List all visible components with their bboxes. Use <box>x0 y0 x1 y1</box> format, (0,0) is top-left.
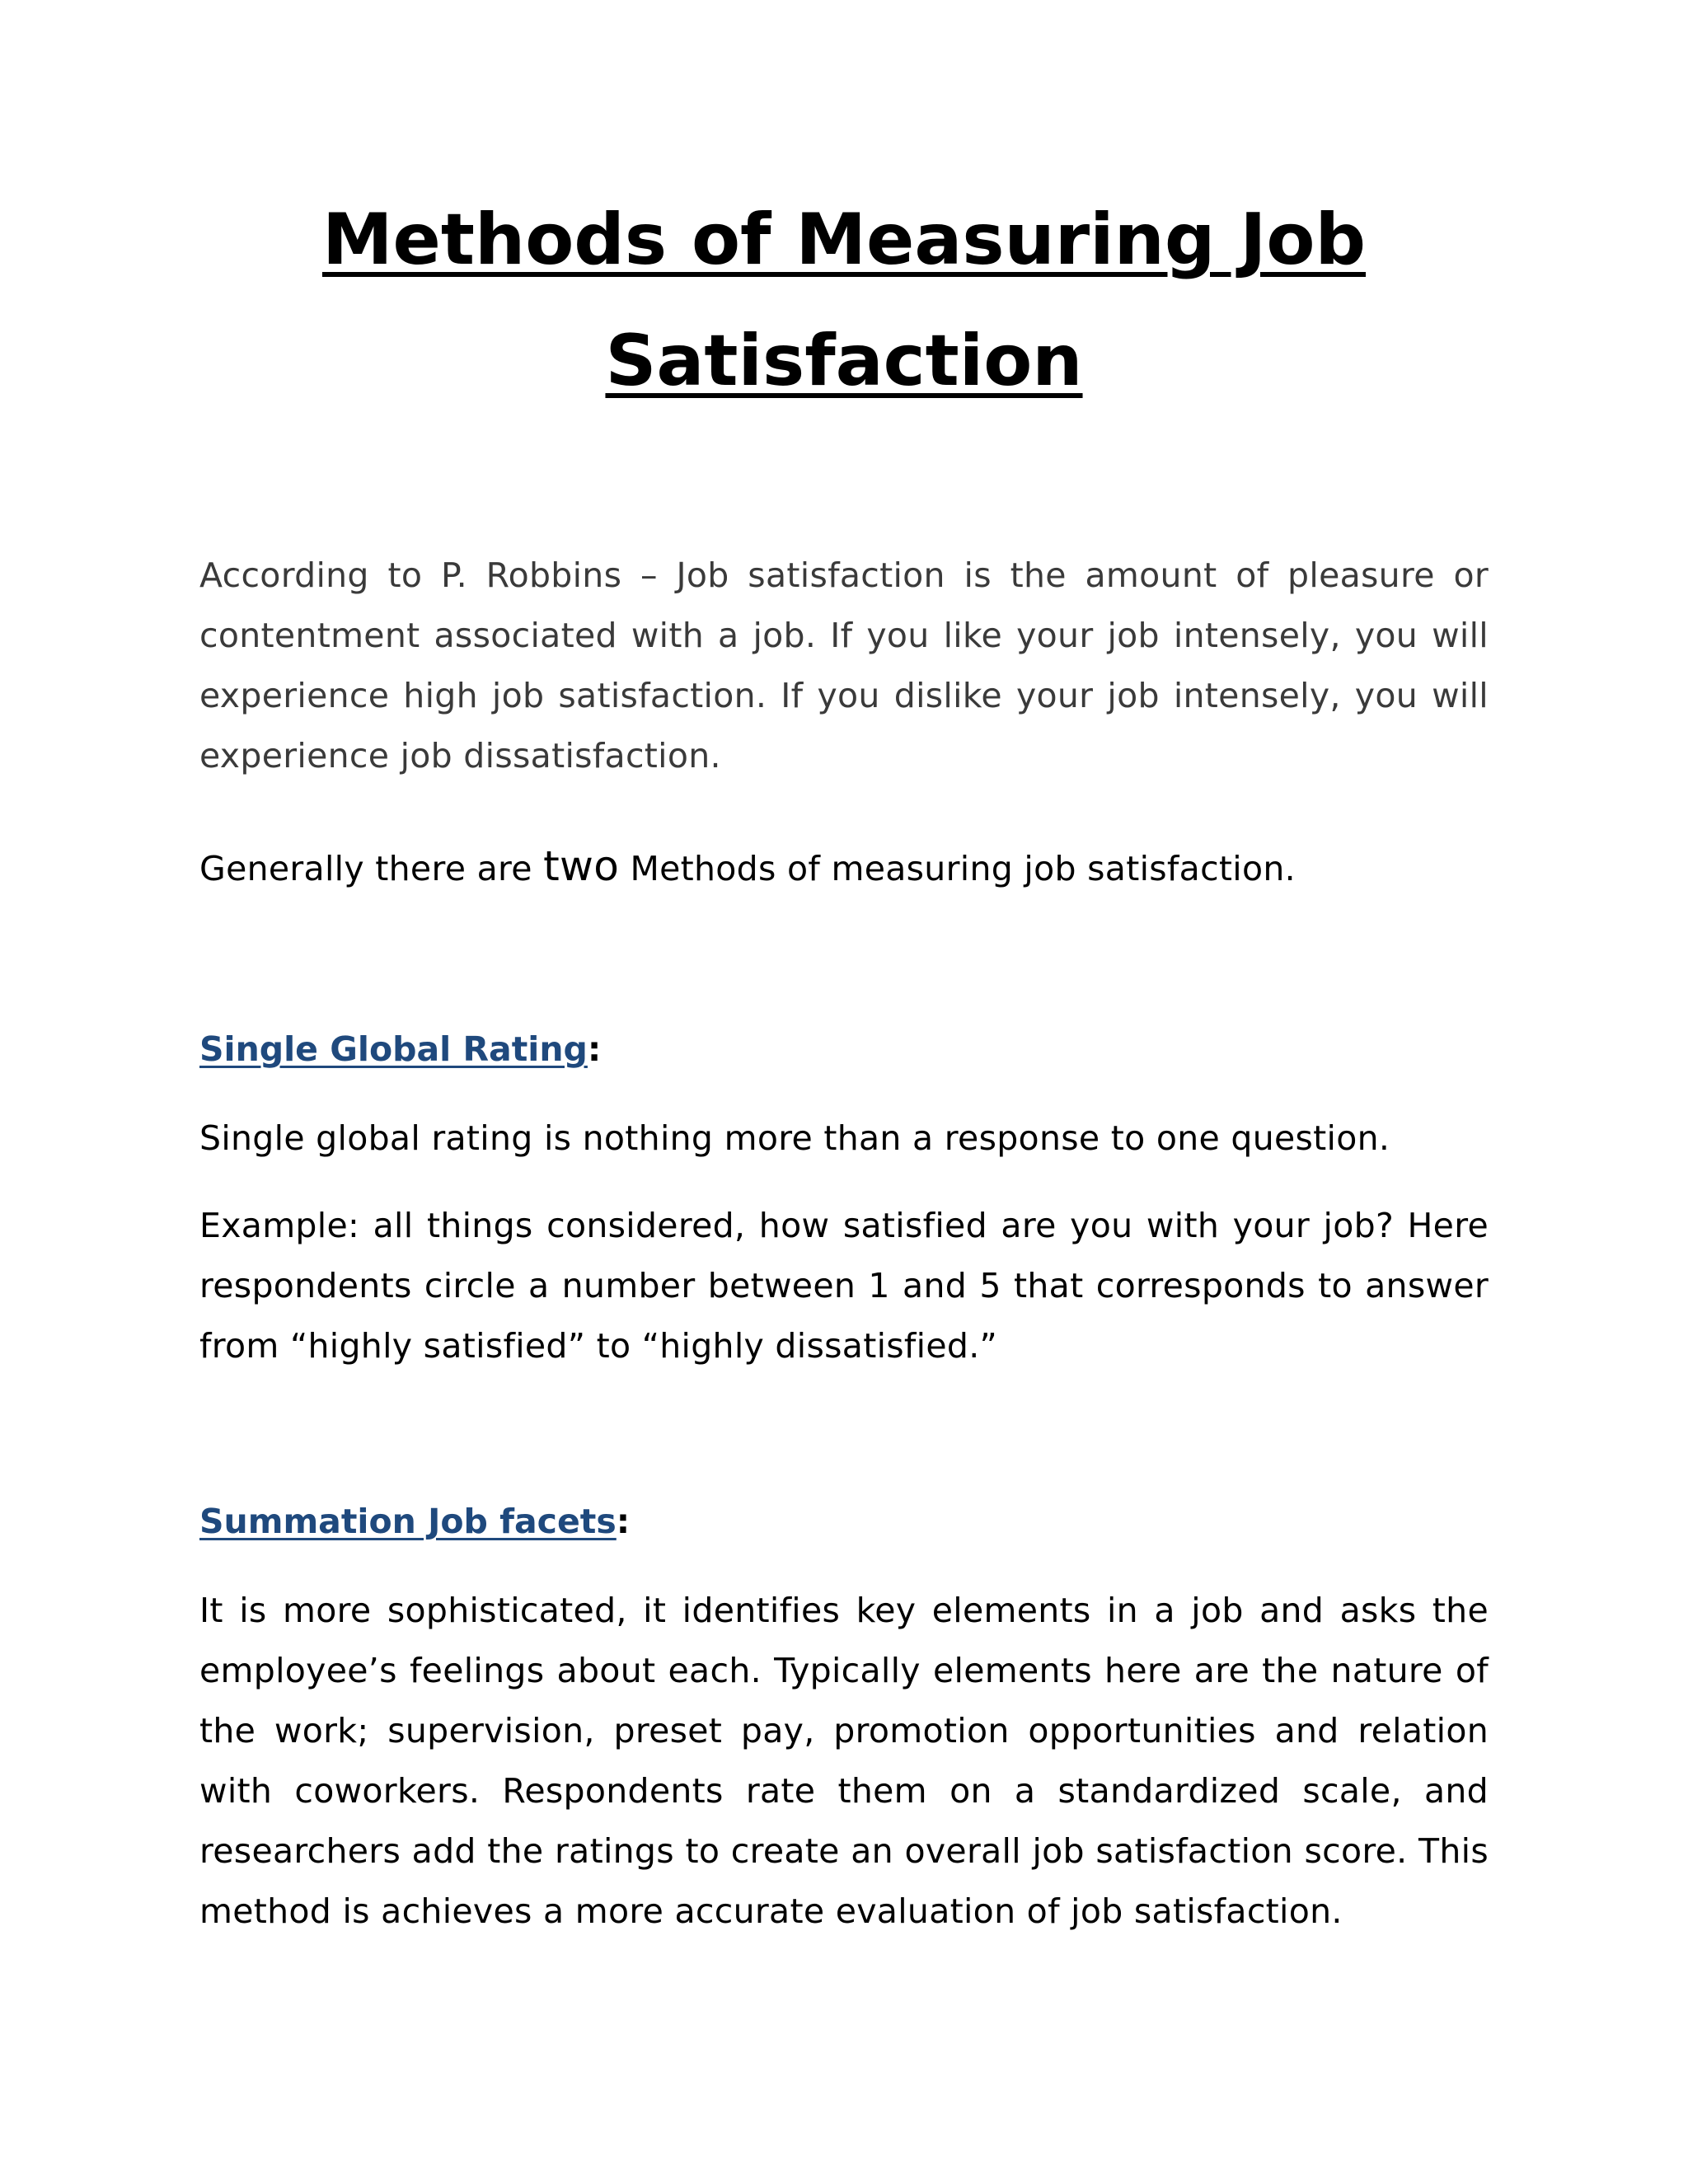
methods-count-paragraph <box>199 837 1489 899</box>
single-global-rating-link[interactable]: Single Global Rating <box>199 1029 588 1069</box>
heading-colon: : <box>587 1029 602 1069</box>
section-heading-single-global-rating <box>199 1029 602 1069</box>
single-global-rating-definition: Single global rating is nothing more than a response to one question. <box>199 1118 1390 1158</box>
methods-count-emphasis: two <box>543 842 620 890</box>
methods-count-text-after: Methods of measuring job satisfaction. <box>619 849 1296 888</box>
single-global-rating-example: Example: all things considered, how satisfied are you with your job? Here respondents circle a number between 1 and 5 that corresponds to answer from “highly satisfied” to “highly dissatisfied.” <box>199 1206 1489 1366</box>
heading-colon: : <box>616 1502 631 1541</box>
summation-job-facets-link[interactable]: Summation Job facets <box>199 1502 617 1541</box>
methods-count-text-before: Generally there are <box>199 849 544 888</box>
page-title-line-1: Methods of Measuring Job <box>321 199 1367 281</box>
summation-job-facets-paragraph: It is more sophisticated, it identifies key elements in a job and asks the employee’s feelings about each. Typically elements here are the nature of the work; supervision, preset pay, promotion opportunities and relation with coworkers. Respondents rate them on a standardized scale, and researchers add the ratings to create an overall job satisfaction score. This method is achieves a more accurate evaluation of job satisfaction. <box>199 1591 1489 1931</box>
section-heading-summation-job-facets <box>199 1502 631 1541</box>
page-title-line-2: Satisfaction <box>605 320 1083 402</box>
intro-paragraph: According to P. Robbins – Job satisfaction is the amount of pleasure or contentment associated with a job. If you like your job intensely, you will experience high job satisfaction. If you dislike your job intensely, you will experience job dissatisfaction. <box>199 555 1489 776</box>
